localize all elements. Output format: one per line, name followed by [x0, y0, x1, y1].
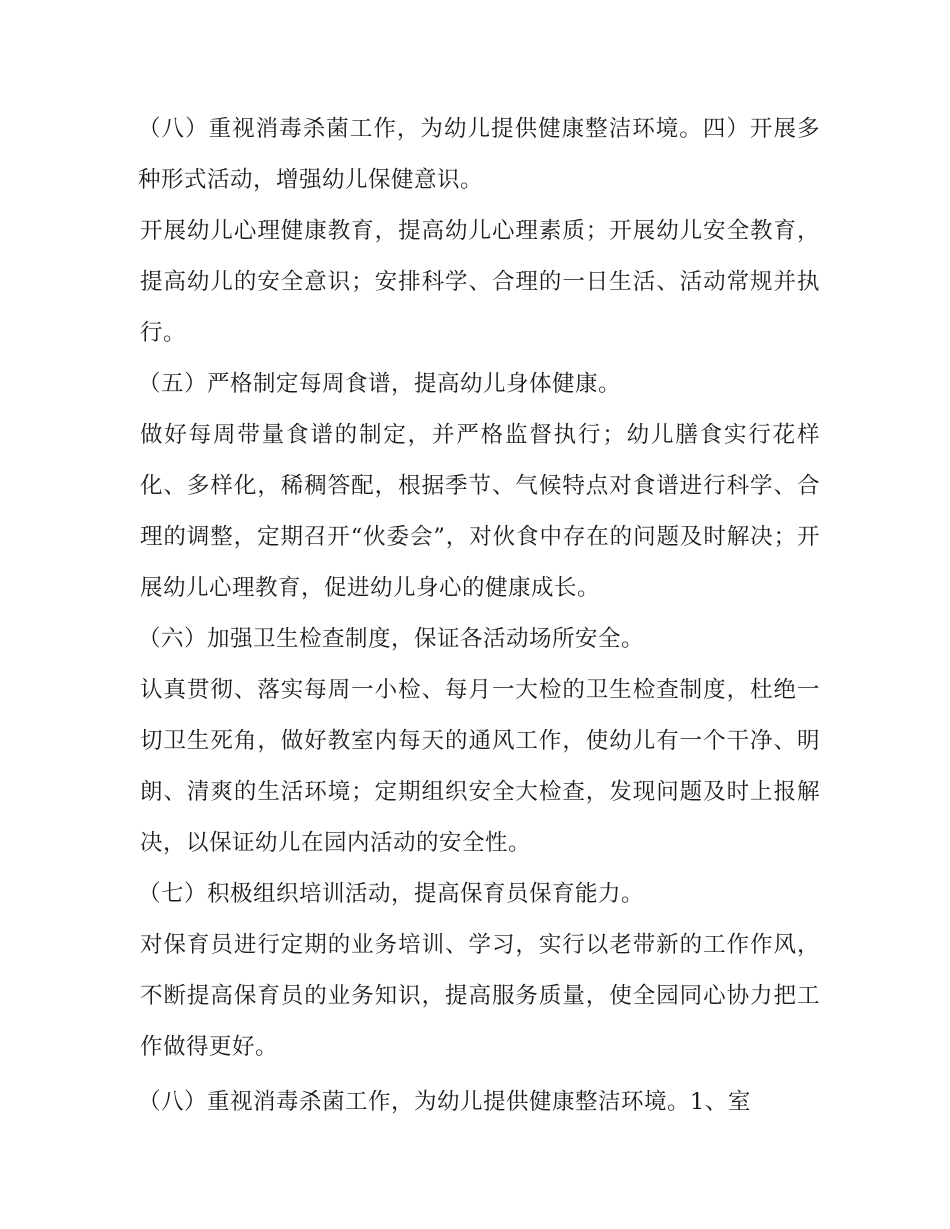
body-paragraph-menu: 做好每周带量食谱的制定，并严格监督执行；幼儿膳食实行花样化、多样化，稀稠答配，根据季节、气候特点对食谱进行科学、合理的调整，定期召开“伙委会”，对伙食中存在的问题及时解决；开展幼儿心理教育，促进幼儿身心的健康成长。	[140, 422, 820, 601]
section-heading-5: （五）严格制定每周食谱，提高幼儿身体健康。	[138, 371, 622, 397]
section-heading-8-intro: （八）重视消毒杀菌工作，为幼儿提供健康整洁环境。四）开展多种形式活动，增强幼儿保健意识。	[138, 116, 820, 193]
body-paragraph-hygiene: 认真贯彻、落实每周一小检、每月一大检的卫生检查制度，杜绝一切卫生死角，做好教室内每天的通风工作，使幼儿有一个干净、明朗、清爽的生活环境；定期组织安全大检查，发现问题及时上报解决，以保证幼儿在园内活动的安全性。	[140, 677, 820, 856]
section-heading-7: （七）积极组织培训活动，提高保育员保育能力。	[138, 881, 645, 907]
body-paragraph-psych-safety: 开展幼儿心理健康教育，提高幼儿心理素质；开展幼儿安全教育，提高幼儿的安全意识；安排科学、合理的一日生活、活动常规并执行。	[140, 218, 820, 346]
body-paragraph-training: 对保育员进行定期的业务培训、学习，实行以老带新的工作作风，不断提高保育员的业务知识，提高服务质量，使全园同心协力把工作做得更好。	[140, 932, 820, 1060]
section-heading-6: （六）加强卫生检查制度，保证各活动场所安全。	[138, 626, 645, 652]
section-heading-8: （八）重视消毒杀菌工作，为幼儿提供健康整洁环境。1、室	[138, 1089, 751, 1115]
document-page	[140, 104, 820, 1128]
